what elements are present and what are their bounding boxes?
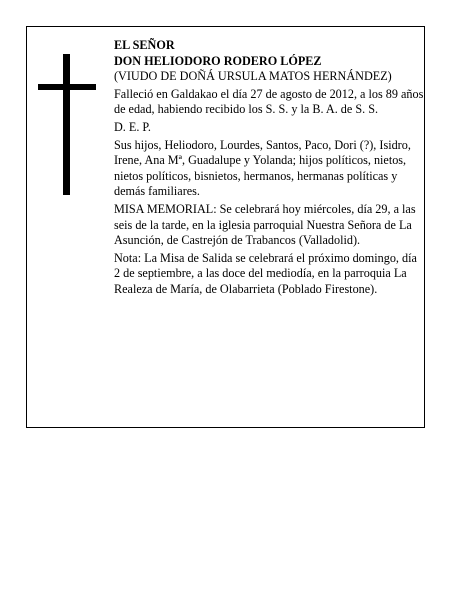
obituary-text [114,38,424,300]
family-list: Sus hijos, Heliodoro, Lourdes, Santos, Paco, Dori (?), Isidro, Irene, Ana Mª, Guadalupe y Yolanda; hijos políticos, nietos, nietos políticos, bisnietos, hermanos, hermanas políticas y demás familiares. [114,137,411,199]
title-line: EL SEÑOR [114,38,175,52]
deceased-name: DON HELIODORO RODERO LÓPEZ [114,53,322,68]
death-details: Falleció en Galdakao el día 27 de agosto de 2012, a los 89 años de edad, habiendo recibido los S. S. y la B. A. de S. S. [114,86,424,117]
cross-vertical-bar [63,54,70,195]
widower-line: (VIUDO DE DOÑÁ URSULA MATOS HERNÁNDEZ) [114,69,392,84]
mass-note: Nota: La Misa de Salida se celebrará el próximo domingo, día 2 de septiembre, a las doce del mediodía, en la parroquia La Realeza de María, de Olabarrieta (Poblado Firestone). [114,250,417,296]
memorial-mass: MISA MEMORIAL: Se celebrará hoy miércoles, día 29, a las seis de la tarde, en la iglesia parroquial Nuestra Señora de La Asunción, de Castrejón de Trabancos (Valladolid). [114,201,416,248]
cross-horizontal-bar [38,84,96,90]
rip-line: D. E. P. [114,119,151,134]
